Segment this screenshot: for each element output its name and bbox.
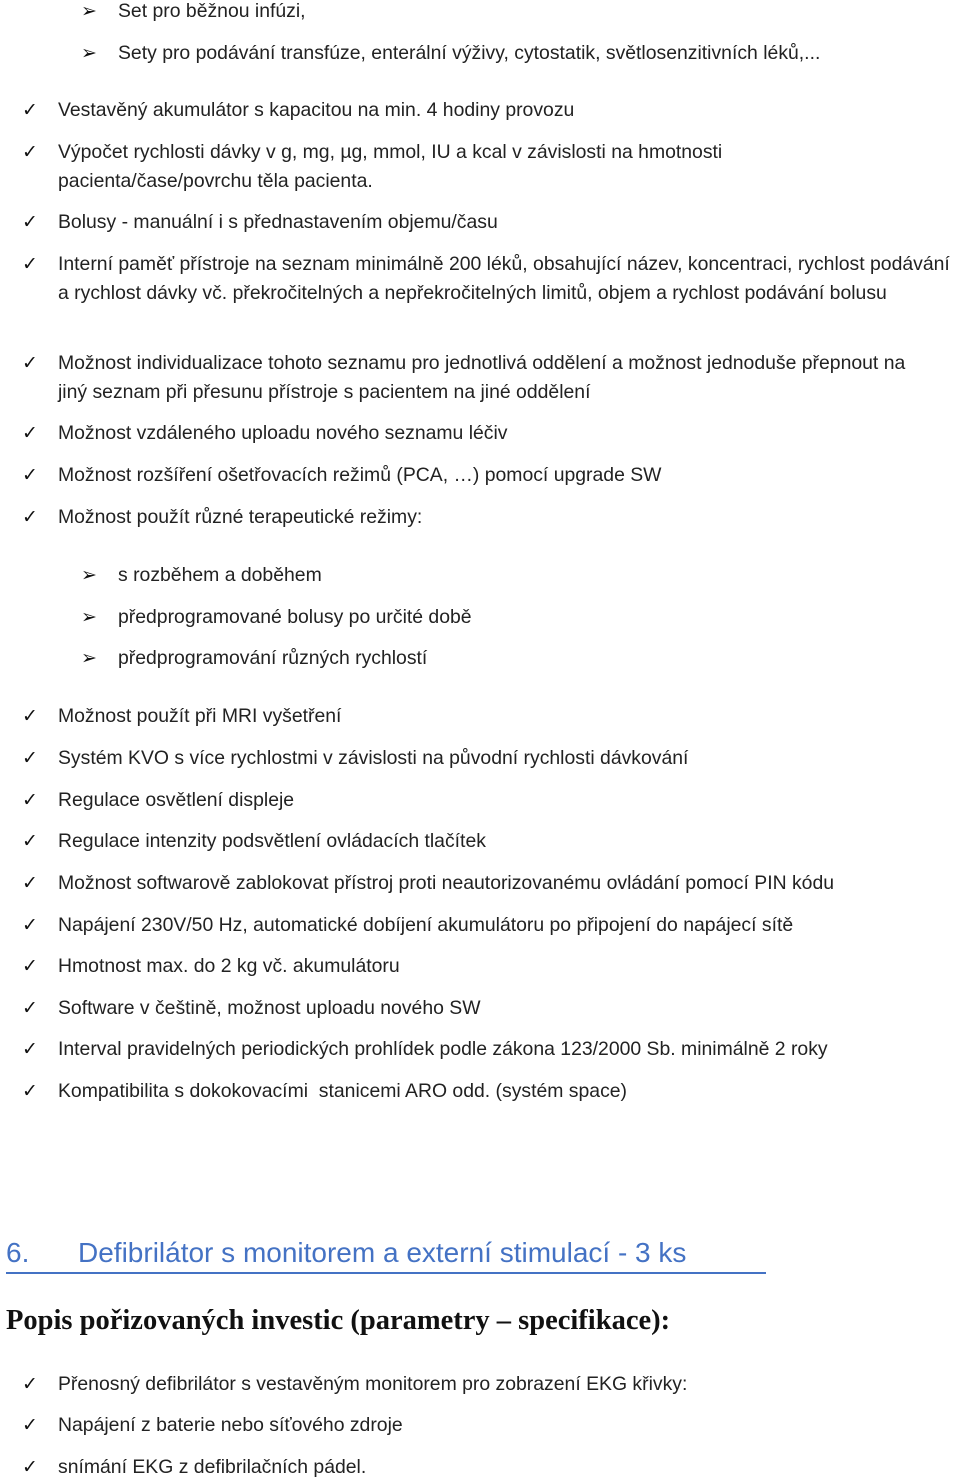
arrow-bullet-icon: ➢ [81,647,97,669]
check-icon: ✓ [22,1038,38,1060]
check-icon: ✓ [22,789,38,811]
check-icon: ✓ [22,997,38,1019]
list-item-text: Vestavěný akumulátor s kapacitou na min. 4 hodiny provozu [58,99,575,121]
check-icon: ✓ [22,253,38,275]
check-icon: ✓ [22,506,38,528]
list-item-text: Sety pro podávání transfúze, enterální výživy, cytostatik, světlosenzitivních léků,... [118,42,821,64]
section-heading [6,1234,766,1274]
arrow-bullet-icon: ➢ [81,606,97,628]
list-item-text: Interval pravidelných periodických prohlídek podle zákona 123/2000 Sb. minimálně 2 roky [58,1038,828,1060]
arrow-bullet-icon: ➢ [81,0,97,22]
list-item-text: Set pro běžnou infúzi, [118,0,306,22]
section-subheading: Popis pořizovaných investic (parametry – specifikace): [6,1305,671,1336]
list-item-text: Regulace intenzity podsvětlení ovládacích tlačítek [58,830,486,852]
check-icon: ✓ [22,955,38,977]
check-icon: ✓ [22,747,38,769]
check-icon: ✓ [22,1373,38,1395]
list-item-text: Napájení 230V/50 Hz, automatické dobíjení akumulátoru po připojení do napájecí sítě [58,914,794,936]
list-item-text: Možnost rozšíření ošetřovacích režimů (PCA, …) pomocí upgrade SW [58,464,662,486]
list-item-text: předprogramování různých rychlostí [118,647,428,669]
list-item-text: Napájení z baterie nebo síťového zdroje [58,1414,403,1436]
list-item-text: Bolusy - manuální i s přednastavením objemu/času [58,211,498,233]
check-icon: ✓ [22,872,38,894]
arrow-bullet-icon: ➢ [81,42,97,64]
list-item-text: Kompatibilita s dokokovacími stanicemi ARO odd. (systém space) [58,1080,628,1102]
list-item-text: Možnost použít různé terapeutické režimy: [58,506,423,528]
check-icon: ✓ [22,1414,38,1436]
list-item-text: Možnost vzdáleného uploadu nového seznamu léčiv [58,422,508,444]
list-item-text: Přenosný defibrilátor s vestavěným monitorem pro zobrazení EKG křivky: [58,1373,688,1395]
list-item-text: Systém KVO s více rychlostmi v závislosti na původní rychlosti dávkování [58,747,689,769]
list-item-text: s rozběhem a doběhem [118,564,322,586]
list-item-text: Možnost individualizace tohoto seznamu pro jednotlivá oddělení a možnost jednoduše přepnout na jiný seznam při přesunu přístroje s pacientem na jiné oddělení [58,352,906,403]
section-number: 6. [6,1237,30,1268]
section-title: Defibrilátor s monitorem a externí stimulací - 3 ks [78,1237,687,1268]
list-item-text: Software v češtině, možnost uploadu nového SW [58,997,481,1019]
list-item-text: Interní paměť přístroje na seznam minimálně 200 léků, obsahující název, koncentraci, rychlost podávání a rychlost dávky vč. překročitelných a nepřekročitelných limitů, objem a rychlost podávání bolusu [58,253,950,304]
check-icon: ✓ [22,141,38,163]
list-item-text: Možnost softwarově zablokovat přístroj proti neautorizovanému ovládání pomocí PIN kódu [58,872,835,894]
list-item-text: Možnost použít při MRI vyšetření [58,705,342,727]
arrow-bullet-icon: ➢ [81,564,97,586]
check-icon: ✓ [22,99,38,121]
check-icon: ✓ [22,464,38,486]
check-icon: ✓ [22,705,38,727]
list-item-text: Hmotnost max. do 2 kg vč. akumulátoru [58,955,400,977]
check-icon: ✓ [22,830,38,852]
check-icon: ✓ [22,914,38,936]
list-item-text: snímání EKG z defibrilačních pádel. [58,1456,367,1478]
list-item-text: předprogramované bolusy po určité době [118,606,472,628]
list-item-text: Výpočet rychlosti dávky v g, mg, µg, mmol, IU a kcal v závislosti na hmotnosti pacienta/čase/povrchu těla pacienta. [58,141,723,192]
check-icon: ✓ [22,211,38,233]
check-icon: ✓ [22,1080,38,1102]
check-icon: ✓ [22,1456,38,1478]
list-item-text: Regulace osvětlení displeje [58,789,295,811]
check-icon: ✓ [22,352,38,374]
check-icon: ✓ [22,422,38,444]
